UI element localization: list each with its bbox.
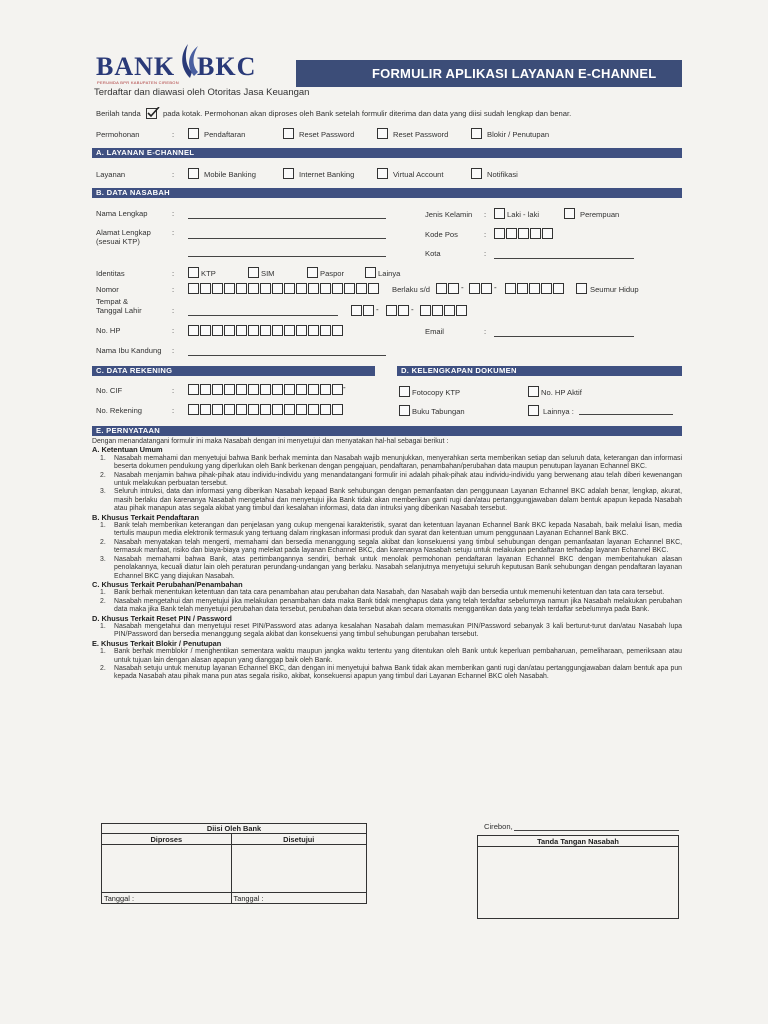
mobile-banking-label: Mobile Banking [204,170,256,179]
buku-tabungan-label: Buku Tabungan [412,407,465,416]
alamat-field-2[interactable] [188,256,386,257]
section-e-header: E. PERNYATAAN [92,426,682,436]
sesuai-ktp-label: (sesuai KTP) [96,237,140,246]
perempuan-label: Perempuan [580,210,620,219]
lahir-day-boxes[interactable] [351,305,375,316]
cirebon-date-field[interactable] [514,830,679,831]
pernyataan-body [92,438,682,682]
pernyataan-intro: Dengan menandatangani formulir ini maka Nasabah dengan ini menyetujui dan menyatakan hal-hal sebagai berikut : [92,438,449,445]
item-text: Nasabah menyatakan telah mengerti, memahami dan bersedia menanggung segala akibat dan konsekuensi yang timbul sehubungan dengan pemanfaatan layanan Echannel BKC, termasuk manfaat, risiko dan biaya-biaya yang melekat pada layanan Echannel BKC, dan karenanya Nasabah setuju untuk melakukan pendaftaran terhadap layanan Echannel BKC. [114,538,682,555]
dash: - [343,383,346,392]
logo-bank-text: BANK [96,52,176,81]
alamat-field-1[interactable] [188,238,386,239]
pernyataan-item [92,455,682,472]
logo-bkc-text: BKC [197,52,257,81]
item-text: Bank telah memberikan keterangan dan penjelasan yang cukup mengenai karakteristik, syarat dan ketentuan layanan Echannel Bank BKC kepada Nasabah, baik melalui lisan, media tertulis maupun media elektronik termasuk yang tertuang dalam ringkasan informasi produk dan syarat dan ketentuan umum penggunaan Layanan Echannel Bank BKC. [114,522,682,538]
item-text: Bank berhak menentukan ketentuan dan tata cara penambahan atau perubahan data Nasabah, dan Nasabah wajib dan bersedia untuk memenuhi ketentuan dan tata cara tersebut. [114,589,665,597]
nomor-boxes[interactable] [188,283,380,294]
internet-banking-checkbox[interactable] [283,168,294,179]
tempat-label: Tempat & [96,297,129,306]
internet-banking-label: Internet Banking [299,170,355,179]
instruction-pre: Berilah tanda [96,109,141,118]
lainnya-label: Lainnya : [543,407,574,416]
ktp-label: KTP [201,269,216,278]
colon: : [484,327,487,336]
item-number: 3. [100,555,106,563]
pernyataan-group-title: E. Khusus Terkait Blokir / Penutupan [92,638,222,648]
pernyataan-item [92,665,682,682]
pernyataan-group-title: C. Khusus Terkait Perubahan/Penambahan [92,579,243,589]
checkbox-tick-icon [146,107,160,119]
permohonan-label: Permohonan [96,130,140,139]
lahir-month-boxes[interactable] [386,305,410,316]
item-number: 1. [100,622,106,630]
tanggal-disetujui: Tanggal : [231,893,366,904]
tanggal-diproses: Tanggal : [102,893,232,904]
item-number: 2. [100,471,106,479]
pernyataan-item [92,648,682,665]
pendaftaran-checkbox[interactable] [188,128,199,139]
item-text: Seluruh intruksi, data dan informasi yang diberikan Nasabah kepaad Bank sehubungan dengan pemanfaatan dan penggunaan Layanan Echannel BKC adalah benar, lengkap, akurat, masih berlaku dan karenanya Nasabah mengetahui dan menyetujui jika Bank tidak akan memberikan ganti rugi dan/atau pertanggungjawaban dalam bentuk apapun kepada Nasabah atau pihak manapun atas segala akibat yang timbul dari kesalahan informasi, data dan intruksi yang diberikan Nasabah tersebut. [114,488,682,513]
notifikasi-label: Notifikasi [487,170,518,179]
section-d-header: D. KELENGKAPAN DOKUMEN [397,366,682,376]
item-text: Nasabah memahami bahwa Bank, atas pertimbangannya sendiri, berhak untuk menolak permohonan pendaftaran layanan Echannel BKC dengan memberitahukan alasan penolakannya, kecuali diatur lain oleh peraturan perundang-undangan yang berlaku. Nasabah selanjutnya menyetujui seluruh keputusan Bank sehubungan dengan pendaftaran layanan Echannel BKC yang diajukan Nasabah. [114,555,682,580]
diproses-label: Diproses [102,834,232,845]
lainya-checkbox[interactable] [365,267,376,278]
tanggal-lahir-label: Tanggal Lahir [96,306,142,315]
no-cif-boxes[interactable] [188,384,344,395]
section-b-header: B. DATA NASABAH [92,188,682,198]
item-number: 1. [100,522,106,530]
item-text: Bank berhak memblokir / menghentikan sementara waktu maupun jangka waktu tertentu yang ditentukan oleh Bank untuk keperluan pembaharuan, pemeliharaan, pemeriksaan atau untuk tujuan lain dengan alasan apapun yang dianggap baik oleh Bank. [114,648,682,664]
diproses-signature-box[interactable] [102,845,232,893]
no-rekening-label: No. Rekening [96,406,143,415]
reset-password-2-label: Reset Password [393,130,449,139]
nama-lengkap-label: Nama Lengkap [96,209,148,218]
colon: : [172,209,175,218]
nasabah-signature-box[interactable] [478,847,679,919]
item-number: 1. [100,648,106,656]
pernyataan-item [92,539,682,556]
item-text: Nasabah memahami dan menyetujui bahwa Bank berhak meminta dan Nasabah wajib menunjukkan, menyerahkan serta memberikan setiap dan seluruh data, keterangan dan informasi beserta dokumen pendukung yang diperlukan oleh Bank berkenan dengan pengajuan, pendaftaran, penambahan/perubahan data maupun penutupan layanan Echannel BKC. [114,454,682,471]
form-title: FORMULIR APLIKASI LAYANAN E-CHANNEL [296,60,682,87]
dash: - [461,283,464,292]
no-hp-aktif-label: No. HP Aktif [541,388,582,397]
no-cif-label: No. CIF [96,386,123,395]
paspor-label: Paspor [320,269,345,278]
cirebon-label: Cirebon, [484,822,513,831]
identitas-label: Identitas [96,269,125,278]
item-number: 2. [100,538,106,546]
reset-password-label: Reset Password [299,130,355,139]
section-a-header: A. LAYANAN E-CHANNEL [92,148,682,158]
sim-label: SIM [261,269,275,278]
email-label: Email [425,327,444,336]
nama-lengkap-field[interactable] [188,218,386,219]
pernyataan-item [92,589,682,597]
alamat-lengkap-label: Alamat Lengkap [96,228,151,237]
logo-subtitle: PERUMDA BPR KABUPATEN CIREBON [97,80,179,85]
berlaku-label: Berlaku s/d [392,285,430,294]
pernyataan-item [92,556,682,581]
item-number: 1. [100,589,106,597]
colon: : [172,386,175,395]
reset-password-2-checkbox[interactable] [377,128,388,139]
item-number: 1. [100,454,106,462]
ttd-nasabah-label: Tanda Tangan Nasabah [478,836,679,847]
nasabah-signature-table [477,835,679,919]
kode-pos-boxes[interactable] [494,228,554,239]
jenis-kelamin-label: Jenis Kelamin [425,210,473,219]
sim-checkbox[interactable] [248,267,259,278]
mobile-banking-checkbox[interactable] [188,168,199,179]
blokir-label: Blokir / Penutupan [487,130,550,139]
reset-password-checkbox[interactable] [283,128,294,139]
pernyataan-item [92,598,682,615]
item-number: 3. [100,488,106,496]
perempuan-checkbox[interactable] [564,208,575,219]
kota-field[interactable] [494,258,634,259]
no-rekening-boxes[interactable] [188,404,344,415]
pernyataan-item [92,488,682,513]
dash: - [376,305,379,314]
pernyataan-item [92,623,682,640]
colon: : [172,326,175,335]
kota-label: Kota [425,249,441,258]
colon: : [172,269,175,278]
lainnya-field[interactable] [579,414,673,415]
berlaku-day-boxes[interactable] [436,283,460,294]
blokir-checkbox[interactable] [471,128,482,139]
ktp-checkbox[interactable] [188,267,199,278]
colon: : [172,306,175,315]
item-text: Nasabah menjamin bahwa pihak-pihak atau individu-individu yang menandatangani formulir ini adalah pihak-pihak atau individu-individu yang berwenang atau telah diberi kewenangan untuk melakukan perbuatan tersebut. [114,471,682,488]
item-text: Nasabah setuju untuk menutup layanan Echannel BKC, dan dengan ini menyetujui bahwa Bank tidak akan memberikan ganti rugi dan/atau pertanggungjawaban dalam bentuk apa pun kepada Nasabah atau pihak mana pun atas segala risiko, akibat, konsekuensi apapun yang timbul dari Layanan Echannel BKC oleh Nasabah. [114,664,682,681]
dash: - [494,283,497,292]
laki-laki-checkbox[interactable] [494,208,505,219]
item-text: Nasabah mengetahui dan menyetujui jika melakukan penambahan data maka Bank tidak menghapus data yang telah terdaftar sebelumnya namun jika Nasabah melakukan perubahan data maka jika Bank telah menyetujui perubahan data tersebut, perubahan data tersebut akan secara otomatis menggantikan data yang telah terdaftar sebelumnya pada Bank. [114,597,682,614]
tagline: Terdaftar dan diawasi oleh Otoritas Jasa Keuangan [94,87,310,98]
colon: : [172,285,175,294]
instruction-post: pada kotak. Permohonan akan diproses oleh Bank setelah formulir diterima dan data yang diisi sudah lengkap dan benar. [163,109,572,118]
disetujui-signature-box[interactable] [231,845,366,893]
bank-signature-table [101,823,367,904]
nomor-label: Nomor [96,285,119,294]
virtual-account-label: Virtual Account [393,170,444,179]
seumur-hidup-label: Seumur Hidup [590,285,639,294]
colon: : [172,170,175,179]
diisi-oleh-bank-label: Diisi Oleh Bank [102,824,367,834]
pernyataan-group-title: A. Ketentuan Umum [92,445,163,455]
buku-tabungan-checkbox[interactable] [399,405,410,416]
seumur-hidup-checkbox[interactable] [576,283,587,294]
disetujui-label: Disetujui [231,834,366,845]
section-c-header: C. DATA REKENING [92,366,375,376]
kode-pos-label: Kode Pos [425,230,458,239]
pernyataan-item [92,522,682,539]
lainnya-checkbox[interactable] [528,405,539,416]
lahir-year-boxes[interactable] [420,305,468,316]
tempat-lahir-field[interactable] [188,315,338,316]
laki-laki-label: Laki - laki [507,210,540,219]
colon: : [484,230,487,239]
pernyataan-groups [92,446,682,681]
paspor-checkbox[interactable] [307,267,318,278]
layanan-label: Layanan [96,170,126,179]
nama-ibu-label: Nama Ibu Kandung [96,346,162,355]
pendaftaran-label: Pendaftaran [204,130,246,139]
no-hp-aktif-checkbox[interactable] [528,386,539,397]
item-number: 2. [100,597,106,605]
berlaku-month-boxes[interactable] [469,283,493,294]
dash: - [411,305,414,314]
fotocopy-ktp-label: Fotocopy KTP [412,388,461,397]
no-hp-label: No. HP [96,326,121,335]
colon: : [172,346,175,355]
nama-ibu-field[interactable] [188,355,386,356]
item-text: Nasabah mengetahui dan menyetujui reset PIN/Password atas adanya kesalahan Nasabah dalam memasukan PIN/Password sebanyak 3 kali berturut-turut dan/atau Nasabah lupa PIN/Password dan bersedia menanggung segala akibat dan konsekuensi yang timbul sehubungan perubahan tersebut. [114,622,682,639]
email-field[interactable] [494,336,634,337]
colon: : [172,406,175,415]
berlaku-year-boxes[interactable] [505,283,565,294]
pernyataan-item [92,472,682,489]
pernyataan-group-title: B. Khusus Terkait Pendaftaran [92,512,200,522]
item-number: 2. [100,664,106,672]
notifikasi-checkbox[interactable] [471,168,482,179]
lainya-label: Lainya [378,269,401,278]
colon: : [484,249,487,258]
virtual-account-checkbox[interactable] [377,168,388,179]
colon: : [172,228,175,237]
pernyataan-group-title: D. Khusus Terkait Reset PIN / Password [92,613,232,623]
fotocopy-ktp-checkbox[interactable] [399,386,410,397]
colon: : [484,210,487,219]
colon: : [172,130,175,139]
no-hp-boxes[interactable] [188,325,344,336]
